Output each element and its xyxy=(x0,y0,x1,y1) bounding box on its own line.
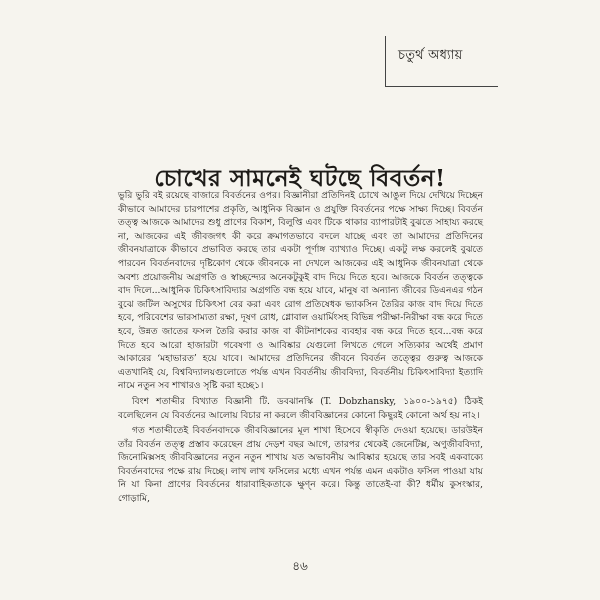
paragraph-3: গত শতাব্দীতেই বিবর্তনবাদকে জীববিজ্ঞানের মূল শাখা হিসেবে স্বীকৃতি দেওয়া হয়েছে। ডারউইন তাঁর বিবর্তন তত্ত্ব প্রস্তাব করেছেন প্রায় দেড়শ বছর আগে, তারপর থেকেই জেনেটিক্স, অণুজীববিদ্যা, জিনোমিক্সসহ জীববিজ্ঞানের নতুন নতুন শাখায় যত অভাবনীয় আবিষ্কার হয়েছে তার সবই একবাক্যে বিবর্তনবাদের পক্ষে রায় দিচ্ছে। লাখ লাখ ফসিলের মধ্যে এখন পর্যন্ত এমন একটাও ফসিল পাওয়া যায় নি যা কিনা প্রাণের বিবর্তনের ধারাবাহিকতাকে ক্ষুণ্ন করে। কিন্তু তাতেই-বা কী? ধর্মীয় কুসংস্কার, গোড়ামি, xyxy=(118,426,483,505)
paragraph-1: ভুরি ভুরি বই রয়েছে বাজারে বিবর্তনের ওপর। বিজ্ঞানীরা প্রতিদিনই চোখে আঙুল দিয়ে দেখিয়ে দিচ্ছেন কীভাবে আমাদের চারপাশের প্রকৃতি, আধুনিক বিজ্ঞান ও প্রযুক্তি বিবর্তনের পক্ষে সাক্ষ্য দিচ্ছে। বিবর্তন তত্ত্ব আজকে আমাদের শুধু প্রাণের বিকাশ, বিলুপ্তি এবং টিকে থাকার ব্যাপারটাই বুঝতে সাহায্য করছে না, আজকের এই জীবজগৎ কী করে ক্রমাগতভাবে বদলে যাচ্ছে এবং তা আমাদের প্রতিদিনের জীবনযাত্রাকে কীভাবে প্রভাবিত করছে তার একটা পূর্ণাঙ্গ ব্যাখ্যাও দিচ্ছে। একটু লক্ষ করলেই বুঝতে পারবেন বিবর্তনবাদের দৃষ্টিকোণ থেকে জীবনকে না দেখলে আজকের এই আধুনিক জীবনযাত্রা থেকে অবশ্য প্রয়োজনীয় অগ্রগতি ও স্বাচ্ছন্দ্যের অনেকটুকুই বাদ দিয়ে দিতে হবে। আজকে বিবর্তন তত্ত্বকে বাদ দিলে...আধুনিক চিকিৎসাবিদ্যার অগ্রগতি বন্ধ হয়ে যাবে, মানুষ বা অন্যান্য জীবের ডিএনএর গঠন বুঝে জটিল অসুখের চিকিৎসা বের করা এবং রোগ প্রতিষেধক ভ্যাকসিন তৈরির কাজ বাদ দিয়ে দিতে হবে, পরিবেশের ভারসাম্যতা রক্ষা, দূষণ রোধ, গ্লোবাল ওয়ার্মিংসহ বিভিন্ন পরীক্ষা-নিরীক্ষা বন্ধ করে দিতে হবে, উন্নত জাতের ফসল তৈরি করার কাজ বা কীটনাশকের ব্যবহার বন্ধ করে দিতে হবে...বন্ধ করে দিতে হবে আরো হাজারটা গবেষণা ও আবিষ্কার যেগুলো লিখতে গেলে সত্যিকার অর্থেই প্রমাণ আকারের ‘মহাভারত’ হয়ে যাবে। আমাদের প্রতিদিনের জীবনে বিবর্তন তত্ত্বের গুরুত্ব আজকে এতখানিই যে, বিশ্ববিদ্যালয়গুলোতে পর্যন্ত এখন বিবর্তনীয় জীববিদ্যা, বিবর্তনীয় চিকিৎসাবিদ্যা ইত্যাদি নামে নতুন সব শাখারও সৃষ্টি করা হচ্ছে১। xyxy=(118,191,483,392)
body-text xyxy=(118,190,483,509)
chapter-title: চোখের সামনেই ঘটছে বিবর্তন! xyxy=(154,165,446,192)
page-number: ৪৬ xyxy=(292,559,308,573)
paragraph-2: বিংশ শতাব্দীর বিখ্যাত বিজ্ঞানী টি. ডবঝানস্কি (T. Dobzhansky, ১৯০০-১৯৭৫) ঠিকই বলেছিলেন যে বিবর্তনের আলোয় বিচার না করলে জীববিজ্ঞানের কোনো কিছুরই কোনো অর্থ হয় না২। xyxy=(118,396,483,421)
chapter-label: চতুর্থ অধ্যায় xyxy=(398,48,463,63)
